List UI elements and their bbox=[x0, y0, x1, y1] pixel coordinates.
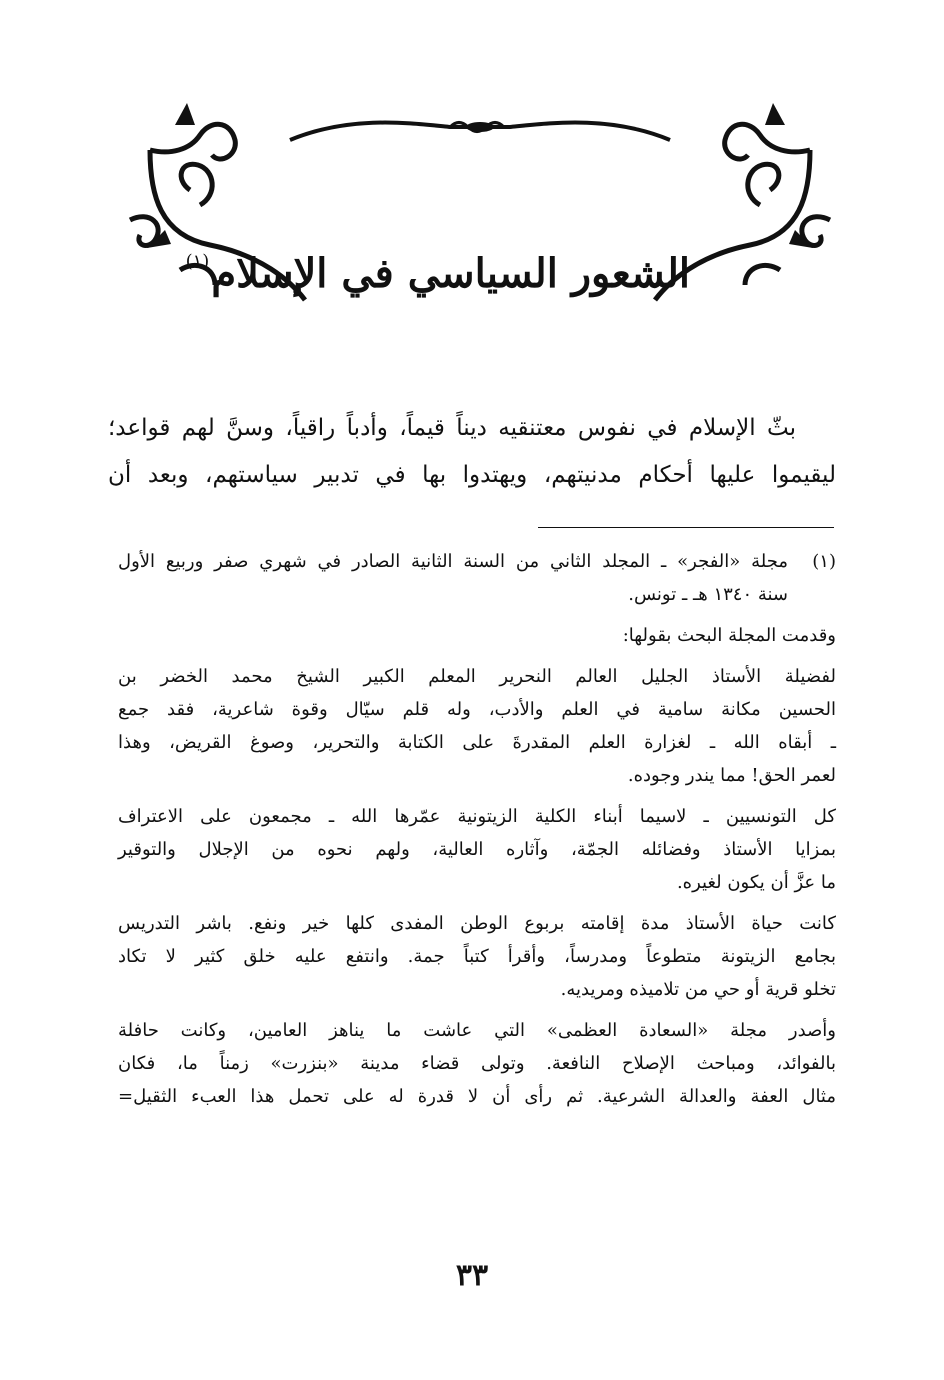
footnote-separator bbox=[538, 527, 834, 528]
footnote-line: مثال العفة والعدالة الشرعية. ثم رأى أن لا قدرة له على تحمل هذا العبء الثقيل= bbox=[118, 1086, 836, 1107]
footnote-intro bbox=[118, 619, 836, 652]
chapter-title bbox=[185, 232, 690, 297]
footnote-paragraph bbox=[118, 660, 836, 792]
footnote-line: الحسين مكانة سامية في العلم والأدب، وله قلم سيّال وقوة شاعرية، فقد جمع bbox=[118, 699, 836, 720]
footnote-line: وأصدر مجلة «السعادة العظمى» التي عاشت ما يناهز العامين، وكانت حافلة bbox=[118, 1020, 836, 1041]
footnote-line: سنة ١٣٤٠ هـ ـ تونس. bbox=[628, 584, 788, 605]
footnote-line: وقدمت المجلة البحث بقولها: bbox=[622, 625, 836, 646]
footnote-line: مجلة «الفجر» ـ المجلد الثاني من السنة الثانية الصادر في شهري صفر وربيع الأول bbox=[118, 551, 788, 572]
footnote-line: لفضيلة الأستاذ الجليل العالم النحرير المعلم الكبير الشيخ محمد الخضر بن bbox=[118, 666, 836, 687]
footnote-line: ـ أبقاه الله ـ لغزارة العلم المقدرةَ على الكتابة والتحرير، وصوغ القريض، وهذا bbox=[118, 732, 836, 753]
footnote-source bbox=[118, 545, 836, 611]
footnote-line: بالفوائد، ومباحث الإصلاح النافعة. وتولى قضاء مدينة «بنزرت» زمناً ما، فكان bbox=[118, 1053, 836, 1074]
footnote-paragraph bbox=[118, 1014, 836, 1113]
footnote-line: ما عزَّ أن يكون لغيره. bbox=[676, 872, 836, 893]
footnotes bbox=[118, 545, 836, 1121]
chapter-title-text: الشعور السياسي في الإسلام bbox=[211, 250, 690, 297]
main-text-line: بثّ الإسلام في نفوس معتنقيه ديناً قيماً، وأدباً راقياً، وسنَّ لهم قواعد؛ bbox=[108, 415, 796, 441]
footnote-line: كل التونسيين ـ لاسيما أبناء الكلية الزيتونية عمّرها الله ـ مجمعون على الاعتراف bbox=[118, 806, 836, 827]
footnote-paragraph bbox=[118, 907, 836, 1006]
title-footnote-marker: (١) bbox=[185, 251, 210, 272]
footnote-line: لعمر الحق! مما يندر وجوده. bbox=[627, 765, 836, 786]
footnote-line: بجامع الزيتونة متطوعاً ومدرساً، وأقرأ كتباً جمة. وانتفع عليه خلق كثير لا تكاد bbox=[118, 946, 836, 967]
footnote-marker: (١) bbox=[812, 551, 836, 572]
footnote-line: تخلو قرية أو حي من تلاميذه ومريديه. bbox=[560, 979, 836, 1000]
main-text-line: ليقيموا عليها أحكام مدنيتهم، ويهتدوا بها في تدبير سياستهم، وبعد أن bbox=[108, 462, 836, 488]
footnote-paragraph bbox=[118, 800, 836, 899]
main-text bbox=[108, 405, 836, 499]
footnote-line: كانت حياة الأستاذ مدة إقامته بربوع الوطن المفدى كلها خير ونفع. باشر التدريس bbox=[118, 913, 836, 934]
footnote-line: بمزايا الأستاذ وفضائله الجمّة، وآثاره العالية، ولهم نحوه من الإجلال والتوقير bbox=[118, 839, 836, 860]
page-number: ٣٣ bbox=[455, 1258, 489, 1293]
